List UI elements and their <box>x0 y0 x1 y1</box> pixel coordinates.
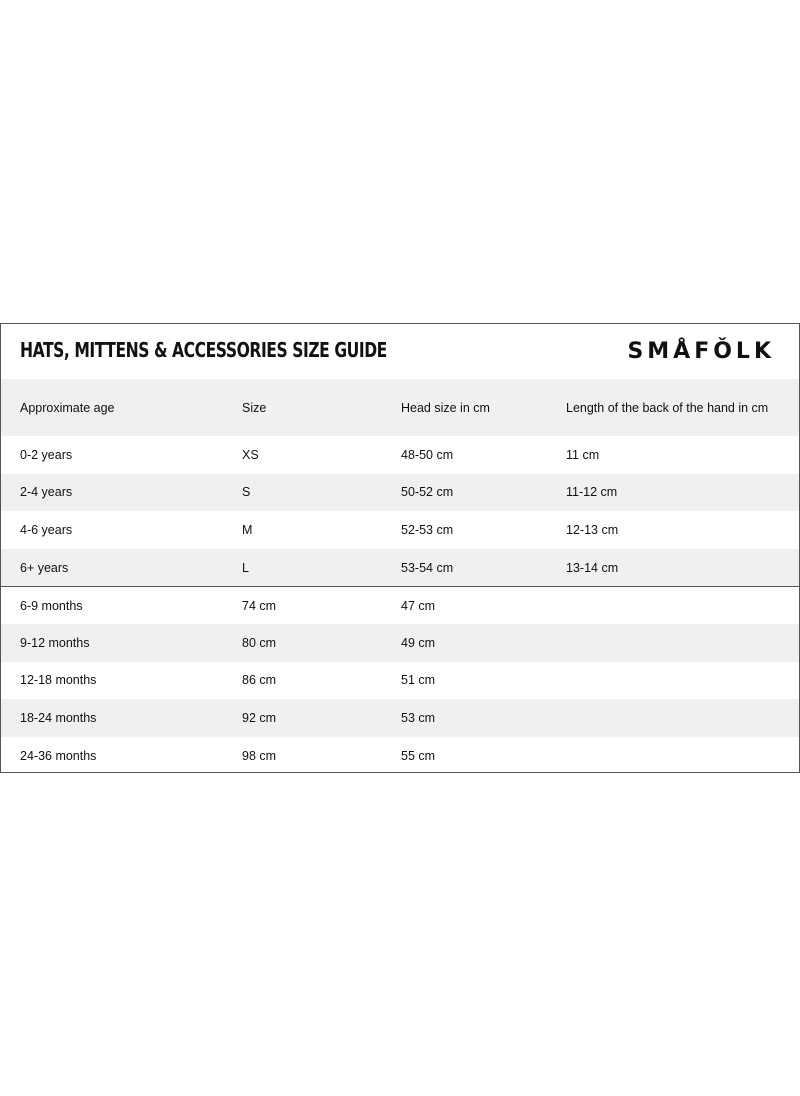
table-row <box>1 699 799 737</box>
hand-length-cell: 11-12 cm <box>566 485 618 500</box>
size-cell: 74 cm <box>242 598 277 613</box>
column-header-size: Size <box>242 400 267 415</box>
column-header-head-size: Head size in cm <box>401 400 490 415</box>
page-title: HATS, MITTENS & ACCESSORIES SIZE GUIDE <box>20 338 387 362</box>
size-cell: 86 cm <box>242 673 277 688</box>
age-cell: 6-9 months <box>20 598 83 613</box>
table-header-row <box>1 379 799 436</box>
age-cell: 6+ years <box>20 560 69 575</box>
table-row <box>1 549 799 587</box>
age-cell: 0-2 years <box>20 447 73 462</box>
table-row <box>1 586 799 624</box>
head-size-cell: 53 cm <box>401 710 436 725</box>
size-cell: M <box>242 522 253 537</box>
age-cell: 24-36 months <box>20 748 97 763</box>
age-cell: 12-18 months <box>20 673 97 688</box>
size-guide-table <box>0 323 800 773</box>
head-size-cell: 49 cm <box>401 635 436 650</box>
head-size-cell: 48-50 cm <box>401 447 454 462</box>
head-size-cell: 47 cm <box>401 598 436 613</box>
hand-length-cell: 13-14 cm <box>566 560 619 575</box>
table-row <box>1 511 799 549</box>
age-cell: 2-4 years <box>20 485 73 500</box>
size-guide-header <box>1 324 799 379</box>
table-row <box>1 624 799 662</box>
hand-length-cell: 12-13 cm <box>566 522 619 537</box>
head-size-cell: 51 cm <box>401 673 436 688</box>
table-row <box>1 436 799 474</box>
head-size-cell: 55 cm <box>401 748 436 763</box>
column-header-age: Approximate age <box>20 400 115 415</box>
size-cell: 80 cm <box>242 635 277 650</box>
age-cell: 18-24 months <box>20 710 97 725</box>
head-size-cell: 50-52 cm <box>401 485 454 500</box>
head-size-cell: 52-53 cm <box>401 522 454 537</box>
age-cell: 9-12 months <box>20 635 90 650</box>
table-row <box>1 662 799 700</box>
column-header-hand-length: Length of the back of the hand in cm <box>566 400 769 415</box>
table-body <box>1 379 799 774</box>
size-cell: 98 cm <box>242 748 277 763</box>
size-cell: 92 cm <box>242 710 277 725</box>
brand-logo: SMÅFǑLK <box>627 339 775 364</box>
age-cell: 4-6 years <box>20 522 73 537</box>
table-row <box>1 474 799 512</box>
head-size-cell: 53-54 cm <box>401 560 454 575</box>
size-cell: XS <box>242 447 259 462</box>
size-cell: L <box>242 560 249 575</box>
table-row <box>1 737 799 775</box>
hand-length-cell: 11 cm <box>566 447 600 462</box>
size-cell: S <box>242 485 251 500</box>
